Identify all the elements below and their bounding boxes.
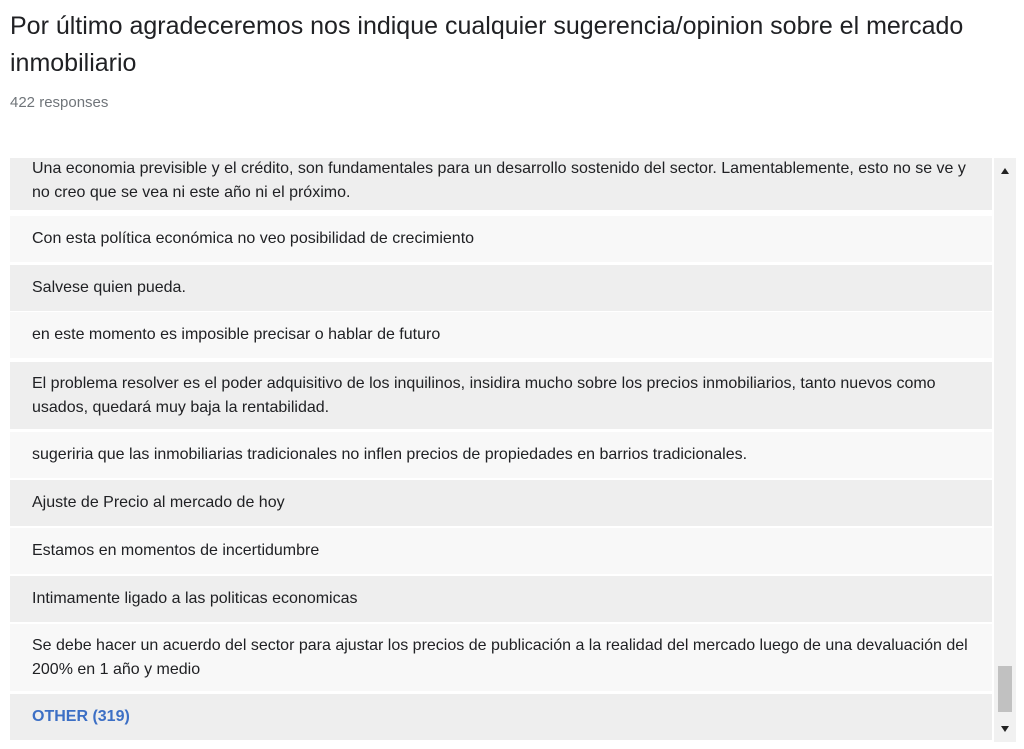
response-text: Intimamente ligado a las politicas economicas: [32, 590, 358, 607]
response-item: [10, 265, 992, 311]
response-item: [10, 362, 992, 429]
scroll-up-button[interactable]: [994, 162, 1016, 180]
response-text: Ajuste de Precio al mercado de hoy: [32, 494, 285, 511]
response-item: [10, 312, 992, 358]
response-count: 422 responses: [10, 94, 109, 111]
scroll-down-button[interactable]: [994, 720, 1016, 738]
response-item: [10, 432, 992, 478]
response-item: [10, 528, 992, 574]
question-title: Por último agradeceremos nos indique cualquier sugerencia/opinion sobre el mercado inmobiliario: [10, 12, 964, 77]
triangle-up-icon: [1000, 167, 1010, 175]
response-item: [10, 480, 992, 526]
other-responses-link[interactable]: OTHER (319): [32, 708, 130, 725]
triangle-down-icon: [1000, 725, 1010, 733]
scroll-thumb[interactable]: [998, 666, 1012, 712]
response-text: sugeriria que las inmobiliarias tradicionales no inflen precios de propiedades en barrios tradicionales.: [32, 446, 748, 463]
response-item: [10, 576, 992, 622]
response-item: [10, 624, 992, 691]
response-text: El problema resolver es el poder adquisitivo de los inquilinos, insidira mucho sobre los precios inmobiliarios, tanto nuevos como usados, quedará muy baja la rentabilidad.: [32, 374, 936, 416]
other-responses-row[interactable]: [10, 694, 992, 740]
response-item: [10, 158, 992, 210]
response-text: Una economia previsible y el crédito, son fundamentales para un desarrollo sostenido del sector. Lamentablemente, esto no se ve y no creo que se vea ni este año ni el próximo.: [32, 160, 966, 201]
response-text: Estamos en momentos de incertidumbre: [32, 542, 320, 559]
response-text: Con esta política económica no veo posibilidad de crecimiento: [32, 230, 475, 247]
response-text: Se debe hacer un acuerdo del sector para ajustar los precios de publicación a la realidad del mercado luego de una devaluación del 200% en 1 año y medio: [32, 636, 968, 678]
response-text: en este momento es imposible precisar o hablar de futuro: [32, 326, 441, 343]
response-item: [10, 216, 992, 262]
responses-panel: [10, 158, 1016, 742]
scrollbar[interactable]: [994, 158, 1016, 742]
response-text: Salvese quien pueda.: [32, 279, 186, 296]
